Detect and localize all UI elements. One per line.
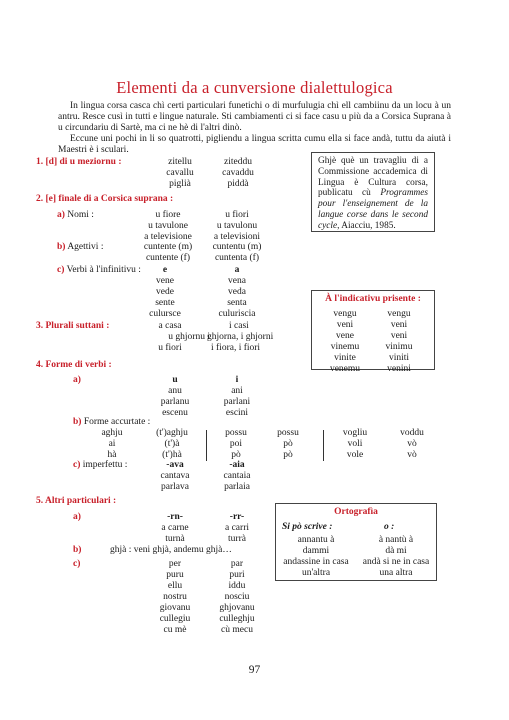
word: par [230, 559, 244, 569]
word: aghju [101, 428, 123, 438]
indicative-heading: À l'indicativu prisente : [325, 294, 421, 304]
word: vengu [387, 309, 411, 319]
word: viniti [388, 353, 410, 363]
s5-a-label: a) [73, 512, 81, 522]
s2-a-line: a) Nomi : [57, 210, 94, 220]
s4-c-line: c) imperfettu : [73, 460, 128, 470]
word: zitellu [168, 157, 192, 167]
s1-col-south [198, 157, 278, 190]
word: a carne [161, 523, 189, 533]
word: ai [108, 439, 116, 449]
note-text: Ghjè què un travagliu di a Commissione accademica di Lingua è Cultura corsa, publicatu cù Programmes pour l'enseignement de la langue corse dans le second cycle, Aiacciu, 1985. [318, 156, 428, 231]
section-5-heading: 5. Altri particulari : [36, 496, 117, 506]
intro-paragraph-1: In lingua corsa casca chì certi particulari funetichi o di murfulugia chì ell cambiinu da un locu à un antru. Resce cusì in tutti e lingue naturale. Sti cambiamenti ci si face casu u più da a Corsica Suprana à u circundariu di Sartè, ma ci ne hè di l'altri dinò. [58, 101, 451, 133]
word: u fiore [155, 210, 181, 220]
s5-a-col1 [140, 512, 210, 545]
word: veda [228, 287, 246, 297]
s4-b-col4 [258, 428, 318, 461]
word: piddà [227, 179, 249, 189]
s5-b-text: ghjà : veni ghjà, andemu ghjà… [110, 545, 232, 555]
word: vene [336, 331, 354, 341]
word: vede [156, 287, 174, 297]
word: cuntentu (m) [212, 242, 262, 252]
word: i fiora, i fiori [211, 343, 261, 353]
word: giovanu [159, 603, 191, 613]
page-title: Elementi da a cunversione dialettulogica [116, 78, 393, 97]
word: un'altra [301, 568, 331, 578]
word: veni [390, 320, 408, 330]
word: parlani [223, 397, 251, 407]
word: senta [227, 298, 247, 308]
s2-b-line: b) Agettivi : [57, 242, 104, 252]
s5-c-col2 [202, 559, 272, 636]
word: hà [107, 450, 117, 460]
word: cullegiu [159, 614, 191, 624]
s4-a-label: a) [73, 375, 81, 385]
s4-b-line: b) Forme accurtate : [73, 417, 151, 427]
s5-b-label: b) [73, 545, 82, 555]
word: cuntente (f) [145, 253, 191, 263]
note-box [311, 152, 435, 232]
section-4-heading: 4. Forme di verbi : [36, 360, 112, 370]
word: vogliu [342, 428, 368, 438]
word: cù mecu [221, 625, 253, 635]
word: puri [229, 570, 245, 580]
word: i [235, 375, 239, 385]
s4-b-col5 [325, 428, 385, 461]
word: à nantù à [378, 535, 414, 545]
word: culuriscia [218, 309, 256, 319]
word: venini [387, 364, 411, 374]
word: cavaddu [222, 168, 254, 178]
word: nostru [163, 592, 187, 602]
word: ghjorna, i ghjorni [207, 332, 274, 342]
word: anu [168, 386, 182, 396]
word: puru [166, 570, 184, 580]
word: escini [225, 408, 249, 418]
orthography-subheading-2: o : [384, 522, 395, 532]
word: vole [346, 450, 364, 460]
word: vinimu [385, 342, 413, 352]
word: u ghjornu i [168, 332, 210, 342]
word: possu [277, 428, 299, 438]
s4-b-col6 [382, 428, 442, 461]
word: ani [231, 386, 243, 396]
word: culursce [149, 309, 181, 319]
word: vengu [333, 309, 357, 319]
word: vena [228, 276, 246, 286]
s3-col1 [130, 321, 210, 354]
s4-b-col3 [206, 428, 266, 461]
word: culleghju [219, 614, 255, 624]
word: andassine in casa [283, 557, 349, 567]
word: cavallu [166, 168, 194, 178]
word: poi [229, 439, 243, 449]
word: veni [336, 320, 354, 330]
word: vinite [334, 353, 356, 363]
word: cuntenta (f) [214, 253, 260, 263]
word: a carri [225, 523, 249, 533]
word: -aia [229, 460, 245, 470]
s2-c-col2 [202, 265, 272, 320]
word: iddu [228, 581, 246, 591]
s2-a-col2 [197, 210, 277, 243]
word: voli [347, 439, 363, 449]
word: u tavulone [148, 221, 188, 231]
word: cantaia [223, 471, 251, 481]
word: -rn- [167, 512, 183, 522]
section-1-heading: 1. [d] di u meziornu : [36, 157, 122, 167]
word: -rr- [229, 512, 245, 522]
s4-b-col2 [142, 428, 202, 461]
section-3-heading: 3. Plurali suttani : [36, 321, 110, 331]
word: ziteddu [224, 157, 252, 167]
word: escenu [162, 408, 188, 418]
orthography-col2 [354, 535, 438, 579]
note-book-title: Programmes pour l'enseignement de la langue corse dans le second cycle [318, 188, 428, 231]
indicative-col2 [374, 309, 424, 375]
page-number: 97 [248, 664, 261, 676]
s5-a-col2 [202, 512, 272, 545]
word: a televisione [144, 232, 192, 242]
word: voddu [400, 428, 424, 438]
orthography-heading: Ortografìa [334, 507, 378, 517]
s2-b-col2 [197, 242, 277, 264]
s2-c-col1 [135, 265, 195, 320]
indicative-box [311, 290, 435, 374]
word: vene [156, 276, 174, 286]
word: cantava [160, 471, 190, 481]
word: a [234, 265, 240, 275]
word: venemu [329, 364, 361, 374]
word: pò [283, 439, 293, 449]
word: u [172, 375, 178, 385]
word: parlaia [224, 482, 250, 492]
word: u tavulonu [216, 221, 258, 231]
word: dà mi [385, 546, 407, 556]
word: parlava [161, 482, 189, 492]
s4-c-col1 [140, 460, 210, 493]
word: pò [231, 450, 241, 460]
word: veni [390, 331, 408, 341]
divider [323, 430, 324, 461]
word: (t')à [164, 439, 180, 449]
section-2-heading: 2. [e] finale di a Corsica suprana : [36, 194, 174, 204]
s4-a-col2 [202, 375, 272, 419]
word: turrà [228, 534, 246, 544]
word: u fiori [158, 343, 182, 353]
word: possu [225, 428, 247, 438]
orthography-box [275, 503, 437, 581]
s2-a-col1 [128, 210, 208, 243]
word: (t')hà [162, 450, 182, 460]
s4-b-col1 [82, 428, 142, 461]
orthography-subheading-1: Si pò scrive : [282, 522, 333, 532]
word: piglià [169, 179, 191, 189]
s5-c-col1 [140, 559, 210, 636]
s5-c-label: c) [73, 559, 81, 569]
word: turnà [165, 534, 185, 544]
s4-c-col2 [202, 460, 272, 493]
word: vò [407, 439, 417, 449]
s2-c-line: c) Verbi à l'infinitivu : [57, 265, 141, 275]
word: vò [407, 450, 417, 460]
word: una altra [379, 568, 413, 578]
s4-a-col1 [140, 375, 210, 419]
intro-paragraph-2: Eccune uni pochi in li so quatrotti, pigliendu a lingua scritta cumu ella si face andà, tuttu da aiutà i Maestri è i sculari. [58, 134, 451, 155]
word: nosciu [224, 592, 250, 602]
word: andà si ne in casa [362, 557, 430, 567]
word: a televisioni [213, 232, 261, 242]
word: e [162, 265, 168, 275]
word: cu mè [163, 625, 187, 635]
word: u fiori [225, 210, 249, 220]
word: cuntente (m) [143, 242, 193, 252]
word: ellu [167, 581, 183, 591]
word: ghjovanu [219, 603, 255, 613]
word: -ava [166, 460, 184, 470]
word: a casa [158, 321, 182, 331]
word: parlanu [160, 397, 190, 407]
word: i casi [229, 321, 249, 331]
word: dammi [302, 546, 330, 556]
word: vinemu [330, 342, 360, 352]
word: annantu à [297, 535, 335, 545]
word: (t')aghju [156, 428, 188, 438]
s2-b-col1 [128, 242, 208, 264]
s3-col2 [207, 321, 273, 354]
word: sente [155, 298, 175, 308]
word: per [168, 559, 182, 569]
word: pò [283, 450, 293, 460]
indicative-col1 [320, 309, 370, 375]
orthography-col1 [276, 535, 356, 579]
